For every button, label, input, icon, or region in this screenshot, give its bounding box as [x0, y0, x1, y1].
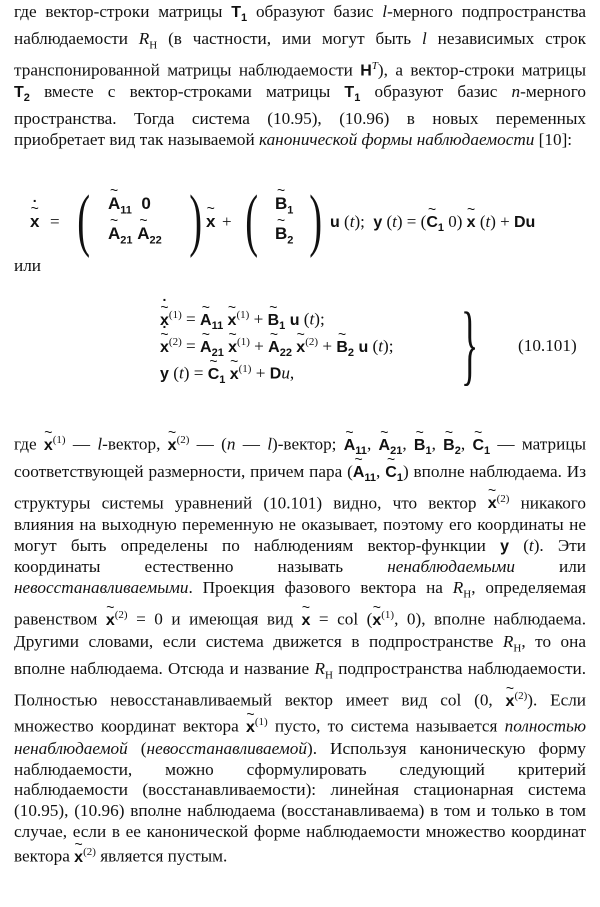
paragraph-explanation: где ~ $x^{(1)}$ — l-вектор, ~ $x^{(2)}$ — (n — l)-вектор; ~ $A_{11}$, ~ $A_{21}$, ~ $B_1$, ~ $B_2$, ~ $C_1$ — матрицы соответствующей размерности, причем пара (~ $A_{11}$, ~ $C_1$) вполне наблюдаема. Из структуры системы уравнений (10.101) видно, что вектор ~ $x^{(2)}$ никакого влияния на выходную переменную не оказывает, поэтому его координаты не могут быть определены по наблюдениям вектор-функции y (t). Эти координаты естественно называть ненаблюдаемыми или невосстанавливаемыми. Проекция фазового вектора на $R_Н$, определяемая равенством ~ $x^{(2)} = 0$ и имеющая вид ~ x = col (~ $x^{(1)}$, 0), вполне наблюдаема. Другими словами, если система движется в подпространстве $R_Н$, то она вполне наблюдаема. Отсюда и название $R_Н$ подпространства наблюдаемости. Полностью невосстанавливаемый вектор имеет вид col (0, ~ $x^{(2)}$). Если множество координат вектора ~ $x^{(1)}$ пусто, то система называется полностью ненаблюдаемой (невосстанавливаемой). Используя каноническую форму наблюдаемости, можно сформулировать следующий критерий наблюдаемости (восстанавливаемости): линейная стационарная система (10.95), (10.96) вполне наблюдаема (восстанавливаема) в том и только в том случае, если в ее канонической форме наблюдаемости множество координат вектора ~ $x^{(2)}$ является пустым. — [14, 430, 586, 869]
canonical-form-equation: ~ x . = ( ~ $A_{11}$ 0 ~ $A_{21}$ ~ $A_{22}$ ) ~ x + ( ~ $B_1$ ~ $B_2$ ) u (t); y (t) = (~ $C_1$ 0) ~ x (t) + Du — [30, 188, 590, 262]
equation-number: (10.101) — [518, 336, 577, 355]
system-10-101: ~ x .$^{(1)}$ = ~ $A_{11}$ ~ $x^{(1)}$ + ~ $B_1$ u (t); ~ x .$^{(2)}$ = ~ $A_{21}$ ~ $x^{(1)}$ + ~ $A_{22}$ ~ $x^{(2)}$ + ~ $B_2$ u (t); y (t) = ~ $C_1$ ~ $x^{(1)} + Du$, — [160, 305, 460, 384]
right-brace: } — [460, 295, 479, 394]
paragraph-intro: где вектор-строки матрицы $T_1$ образуют базис l-мерного подпространства наблюдаемости $R_Н$ (в частности, ими могут быть l независимых строк транспонированной матрицы наблюдаемости $H^T$), а вектор-строки матрицы $T_2$ вместе с вектор-строками матрицы $T_1$ образуют базис n-мерного пространства. Тогда система (10.95), (10.96) в новых переменных приобретает вид так называемой канонической формы наблюдаемости [10]: — [14, 2, 586, 150]
word-ili: или — [14, 256, 41, 275]
